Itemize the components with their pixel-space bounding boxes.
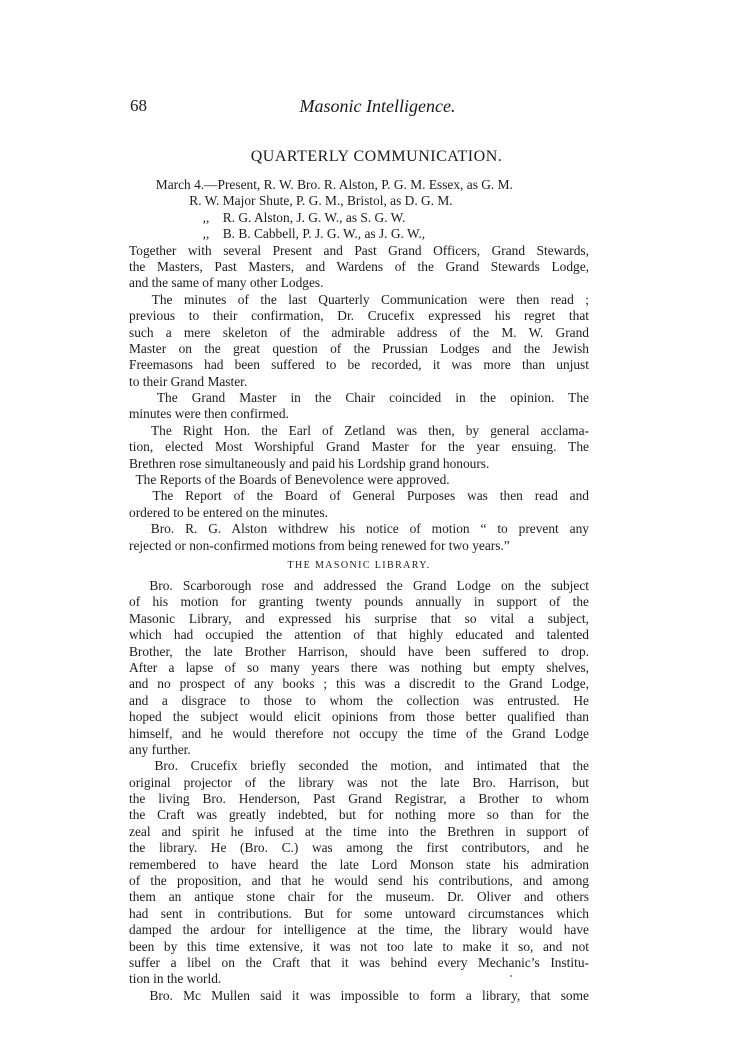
- text-line: After a lapse of so many years there was nothing but empty shelves,: [129, 659, 589, 675]
- text-line: of the proposition, and that he would send his contributions, and among: [129, 873, 589, 889]
- text-line: Bro. Crucefix briefly seconded the motion, and intimated that the: [129, 758, 589, 774]
- text-line: to their Grand Master.: [129, 373, 248, 389]
- page-number: 68: [130, 96, 147, 115]
- text-line: of his motion for granting twenty pounds annually in support of the: [129, 594, 589, 610]
- text-line: The Grand Master in the Chair coincided in the opinion. The: [129, 390, 589, 406]
- text-line: suffer a libel on the Craft that it was behind every Mechanic’s Institu-: [129, 954, 589, 970]
- page-speck: [510, 975, 512, 977]
- text-line: ,, R. G. Alston, J. G. W., as S. G. W.: [129, 209, 406, 225]
- section-title: QUARTERLY COMMUNICATION.: [250, 148, 503, 165]
- text-line: minutes were then confirmed.: [129, 406, 289, 422]
- text-line: Together with several Present and Past Grand Officers, Grand Stewards,: [129, 242, 589, 258]
- library-subheading: THE MASONIC LIBRARY.: [287, 559, 431, 571]
- text-line: zeal and spirit he infused at the time into the Brethren in support of: [129, 823, 589, 839]
- text-line: and a disgrace to those to whom the collection was entrusted. He: [129, 692, 589, 708]
- text-line: the Craft was greatly indebted, but for nothing more so than for the: [129, 807, 589, 823]
- text-line: R. W. Major Shute, P. G. M., Bristol, as D. G. M.: [129, 193, 453, 209]
- text-line: Bro. Scarborough rose and addressed the Grand Lodge on the subject: [129, 577, 589, 593]
- text-line: had sent in contributions. But for some untoward circumstances which: [129, 905, 589, 921]
- text-line: any further.: [129, 741, 191, 757]
- text-line: Brethren rose simultaneously and paid his Lordship grand honours.: [129, 455, 490, 471]
- text-line: tion in the world.: [129, 971, 222, 987]
- text-line: Brother, the late Brother Harrison, should have been suffered to drop.: [129, 643, 589, 659]
- text-line: The minutes of the last Quarterly Communication were then read ;: [129, 291, 589, 307]
- text-line: and no prospect of any books ; this was a discredit to the Grand Lodge,: [129, 676, 589, 692]
- text-line: ordered to be entered on the minutes.: [129, 504, 328, 520]
- text-line: such a mere skeleton of the admirable address of the M. W. Grand: [129, 324, 589, 340]
- text-line: Freemasons had been suffered to be recorded, it was more than unjust: [129, 357, 589, 373]
- text-line: original projector of the library was not the late Bro. Harrison, but: [129, 774, 589, 790]
- text-line: the library. He (Bro. C.) was among the first contributors, and he: [129, 840, 589, 856]
- text-line: previous to their confirmation, Dr. Crucefix expressed his regret that: [129, 308, 589, 324]
- text-line: Bro. Mc Mullen said it was impossible to form a library, that some: [129, 987, 589, 1003]
- text-line: tion, elected Most Worshipful Grand Master for the year ensuing. The: [129, 439, 589, 455]
- text-line: ,, B. B. Cabbell, P. J. G. W., as J. G. W.,: [129, 226, 426, 242]
- text-line: which had occupied the attention of that highly educated and talented: [129, 627, 589, 643]
- text-line: Bro. R. G. Alston withdrew his notice of motion “ to prevent any: [129, 521, 589, 537]
- text-line: remembered to have heard the late Lord Monson state his admiration: [129, 856, 589, 872]
- body-text: [129, 177, 589, 1004]
- text-line: The Report of the Board of General Purposes was then read and: [129, 488, 589, 504]
- running-title: Masonic Intelligence.: [299, 96, 456, 116]
- text-line: the Masters, Past Masters, and Wardens of the Grand Stewards Lodge,: [129, 258, 589, 274]
- text-line: Master on the great question of the Prussian Lodges and the Jewish: [129, 340, 589, 356]
- text-line: rejected or non-confirmed motions from being renewed for two years.”: [129, 537, 510, 553]
- text-line: and the same of many other Lodges.: [129, 275, 324, 291]
- text-line: been by this time extensive, it was not too late to make it so, and not: [129, 938, 589, 954]
- text-line: them an antique stone chair for the museum. Dr. Oliver and others: [129, 889, 589, 905]
- text-line: Masonic Library, and expressed his surprise that so vital a subject,: [129, 610, 589, 626]
- text-line: The Right Hon. the Earl of Zetland was then, by general acclama-: [129, 422, 589, 438]
- text-line: The Reports of the Boards of Benevolence were approved.: [129, 472, 450, 488]
- text-line: March 4.—Present, R. W. Bro. R. Alston, P. G. M. Essex, as G. M.: [129, 177, 513, 192]
- text-line: damped the ardour for intelligence at the time, the library would have: [129, 922, 589, 938]
- text-line: hoped the subject would elicit opinions from those better qualified than: [129, 709, 589, 725]
- text-line: himself, and he would therefore not occupy the time of the Grand Lodge: [129, 725, 589, 741]
- text-line: the living Bro. Henderson, Past Grand Registrar, a Brother to whom: [129, 791, 589, 807]
